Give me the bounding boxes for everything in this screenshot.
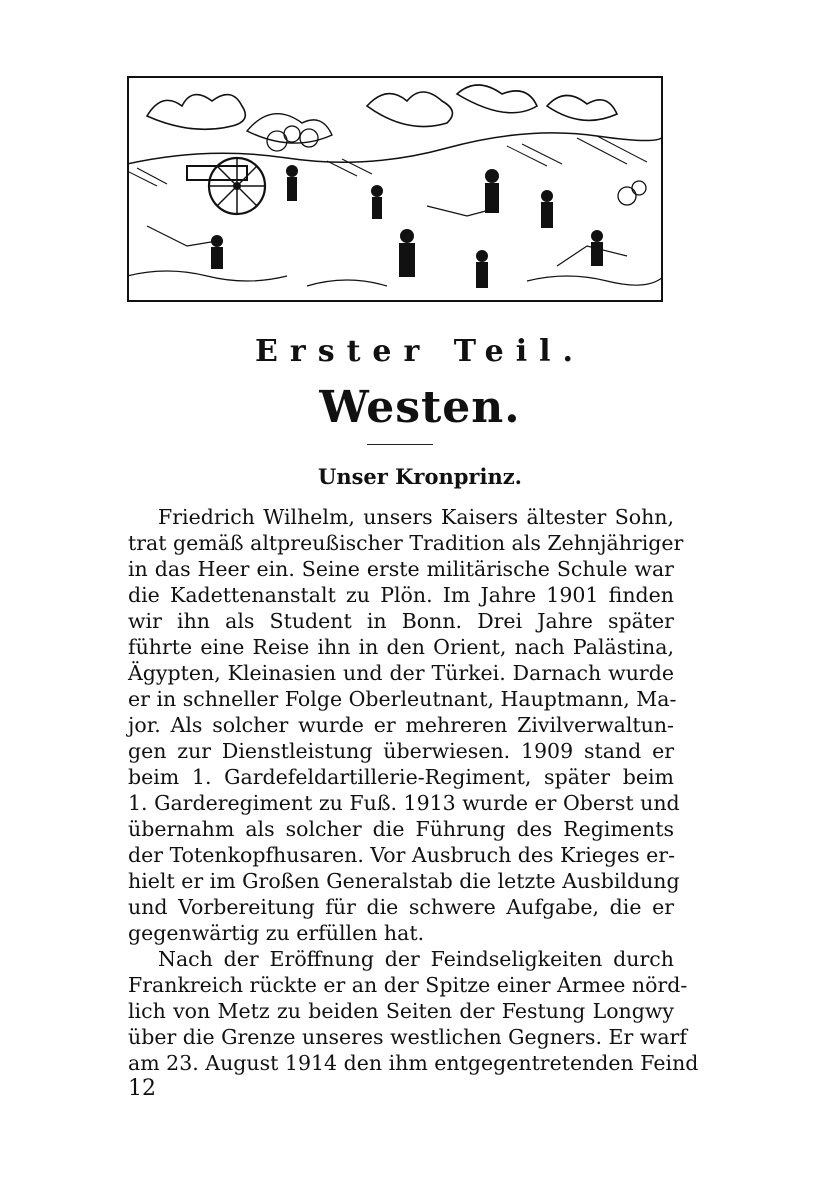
text-line: 1. Garderegiment zu Fuß. 1913 wurde er Oberst und — [128, 791, 680, 815]
text-line: führte eine Reise ihn in den Orient, nach Palästina, — [128, 635, 674, 659]
text-line: der Totenkopfhusaren. Vor Ausbruch des Krieges er- — [128, 843, 676, 867]
text-line: übernahm als solcher die Führung des Regiments — [128, 817, 674, 841]
battle-illustration — [127, 76, 663, 302]
text-line: und Vorbereitung für die schwere Aufgabe, die er — [128, 895, 674, 919]
text-line: Ägypten, Kleinasien und der Türkei. Darnach wurde — [128, 661, 674, 685]
body-text — [128, 504, 699, 1076]
text-line: Frankreich rückte er an der Spitze einer Armee nörd- — [128, 973, 688, 997]
part-title: Westen. — [319, 382, 521, 433]
text-line: am 23. August 1914 den ihm entgegentretenden Feind — [128, 1051, 699, 1075]
text-line: hielt er im Großen Generalstab die letzte Ausbildung — [128, 869, 680, 893]
section-heading: Unser Kronprinz. — [318, 464, 522, 489]
text-line: in das Heer ein. Seine erste militärische Schule war — [128, 557, 674, 581]
text-line: wir ihn als Student in Bonn. Drei Jahre später — [128, 609, 674, 633]
page-number: 12 — [128, 1076, 156, 1101]
text-line: trat gemäß altpreußischer Tradition als Zehnjähriger — [128, 531, 684, 555]
text-line: er in schneller Folge Oberleutnant, Hauptmann, Ma- — [128, 687, 677, 711]
text-line: die Kadettenanstalt zu Plön. Im Jahre 1901 finden — [128, 583, 674, 607]
text-line: beim 1. Gardefeldartillerie-Regiment, später beim — [128, 765, 674, 789]
text-line: Nach der Eröffnung der Feindseligkeiten durch — [158, 947, 674, 971]
text-line: gegenwärtig zu erfüllen hat. — [128, 921, 425, 945]
title-divider — [367, 444, 433, 445]
battle-scene-illustration-icon — [127, 76, 663, 302]
text-line: über die Grenze unseres westlichen Gegners. Er warf — [128, 1025, 687, 1049]
part-label: Erster Teil. — [255, 334, 585, 369]
text-line: lich von Metz zu beiden Seiten der Festung Longwy — [128, 999, 674, 1023]
text-line: gen zur Dienstleistung überwiesen. 1909 stand er — [128, 739, 674, 763]
text-line: Friedrich Wilhelm, unsers Kaisers ältester Sohn, — [158, 505, 674, 529]
text-line: jor. Als solcher wurde er mehreren Zivilverwaltun- — [128, 713, 674, 737]
